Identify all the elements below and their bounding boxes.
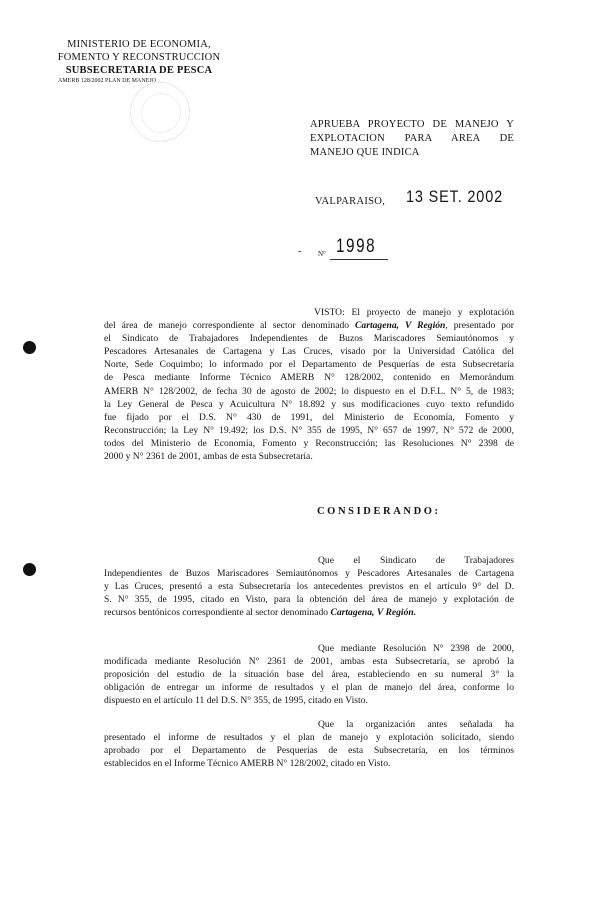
text-line: la Ley General de Pesca y Acuicultura N° 18.892 y sus modificaciones cuyo texto refundido — [104, 398, 514, 410]
resolution-number: 1998 — [336, 236, 377, 257]
ministry-line-2: FOMENTO Y RECONSTRUCCION — [57, 52, 221, 63]
official-seal-stamp — [130, 82, 190, 142]
subject-line: EXPLOTACION PARA AREA DE — [310, 133, 514, 144]
text-line: Que la organización antes señalada ha — [318, 719, 514, 730]
text-line: dispuesto en el artículo 11 del D.S. N° 355, de 1995, citado en Visto. — [104, 695, 368, 707]
text-line: Que el Sindicato de Trabajadores — [318, 555, 514, 566]
number-label: N° — [318, 250, 326, 258]
text-line: VISTO: El proyecto de manejo y explotación — [314, 307, 514, 318]
text-line: y Las Cruces, presentó a esta Subsecretaría los antecedentes previstos en el artículo 9° del D. — [104, 581, 514, 593]
punch-hole — [23, 341, 36, 354]
text-line: el Sindicato de Trabajadores Independientes de Buzos Mariscadores Semiautónomos y — [104, 333, 514, 345]
text-line: Que mediante Resolución N° 2398 de 2000, — [318, 643, 514, 654]
visto-paragraph — [104, 306, 514, 463]
text-line: proposición del estudio de la situación base del área, estableciendo en su numeral 3° la — [104, 669, 514, 681]
subsecretaria-name: SUBSECRETARIA DE PESCA — [65, 65, 213, 76]
text-line: de Pesca mediante Informe Técnico AMERB N° 128/2002, contenido en Memorándum — [104, 372, 514, 384]
text-line: del área de manejo correspondiente al sector denominado Cartagena, V Región, presentado por — [104, 320, 514, 332]
text-line: presentado el informe de resultados y el plan de manejo y explotación solicitado, siendo — [104, 732, 514, 744]
text-line: Norte, Sede Coquimbo; lo informado por el Departamento de Pesquerías de esta Subsecretaría — [104, 359, 514, 371]
text-line: AMERB N° 128/2002, de fecha 30 de agosto de 2002; lo dispuesto en el D.F.L. N° 5, de 1983; — [104, 385, 514, 397]
number-dash: - — [298, 246, 302, 257]
place-label: VALPARAISO, — [315, 196, 386, 207]
text-line: recursos bentónicos correspondiente al sector denominado Cartagena, V Región. — [104, 607, 417, 619]
text-line: Pescadores Artesanales de Cartagena y Las Cruces, visado por la Universidad Católica del — [104, 346, 514, 358]
text-line: aprobado por el Departamento de Pesquerías de esta Subsecretaría, en los términos — [104, 745, 514, 757]
subject-line: APRUEBA PROYECTO DE MANEJO Y — [310, 119, 514, 130]
considerando-heading: CONSIDERANDO: — [317, 506, 441, 517]
number-underline — [330, 259, 388, 260]
text-line: S. N° 355, de 1995, citado en Visto, para la obtención del área de manejo y explotación de — [104, 594, 514, 606]
text-line: todos del Ministerio de Economía, Fomento y Reconstrucción; las Resoluciones N° 2398 de — [104, 437, 514, 449]
letterhead — [44, 38, 234, 85]
reference-code: AMERB 128/2002 PLAN DE MANEJO — [58, 78, 157, 84]
text-line: Reconstrucción; la Ley N° 19.492; los D.S. N° 355 de 1995, N° 657 de 1997, N° 572 de 2000, — [104, 424, 514, 436]
text-line: 2000 y N° 2361 de 2001, ambas de esta Subsecretaría. — [104, 451, 313, 463]
considerando-paragraph-3 — [104, 718, 514, 770]
text-line: obligación de entregar un informe de resultados y el plan de manejo del área, conforme lo — [104, 682, 514, 694]
considerando-paragraph-2 — [104, 642, 514, 707]
ministry-line-1: MINISTERIO DE ECONOMIA, — [67, 39, 211, 50]
text-line: fue fijado por el D.S. N° 430 de 1991, del Ministerio de Economía, Fomento y — [104, 411, 514, 423]
text-line: establecidos en el Informe Técnico AMERB N° 128/2002, citado en Visto. — [104, 758, 391, 770]
date-stamp: 13 SET. 2002 — [406, 187, 503, 206]
text-line: modificada mediante Resolución N° 2361 de 2001, ambas esta Subsecretaría, se aprobó la — [104, 656, 514, 668]
punch-hole — [23, 563, 36, 576]
subject-line: MANEJO QUE INDICA — [310, 147, 420, 158]
text-line: Independientes de Buzos Mariscadores Semiautónomos y Pescadores Artesanales de Cartagena — [104, 568, 514, 580]
considerando-paragraph-1 — [104, 554, 514, 619]
document-subject — [310, 118, 514, 160]
